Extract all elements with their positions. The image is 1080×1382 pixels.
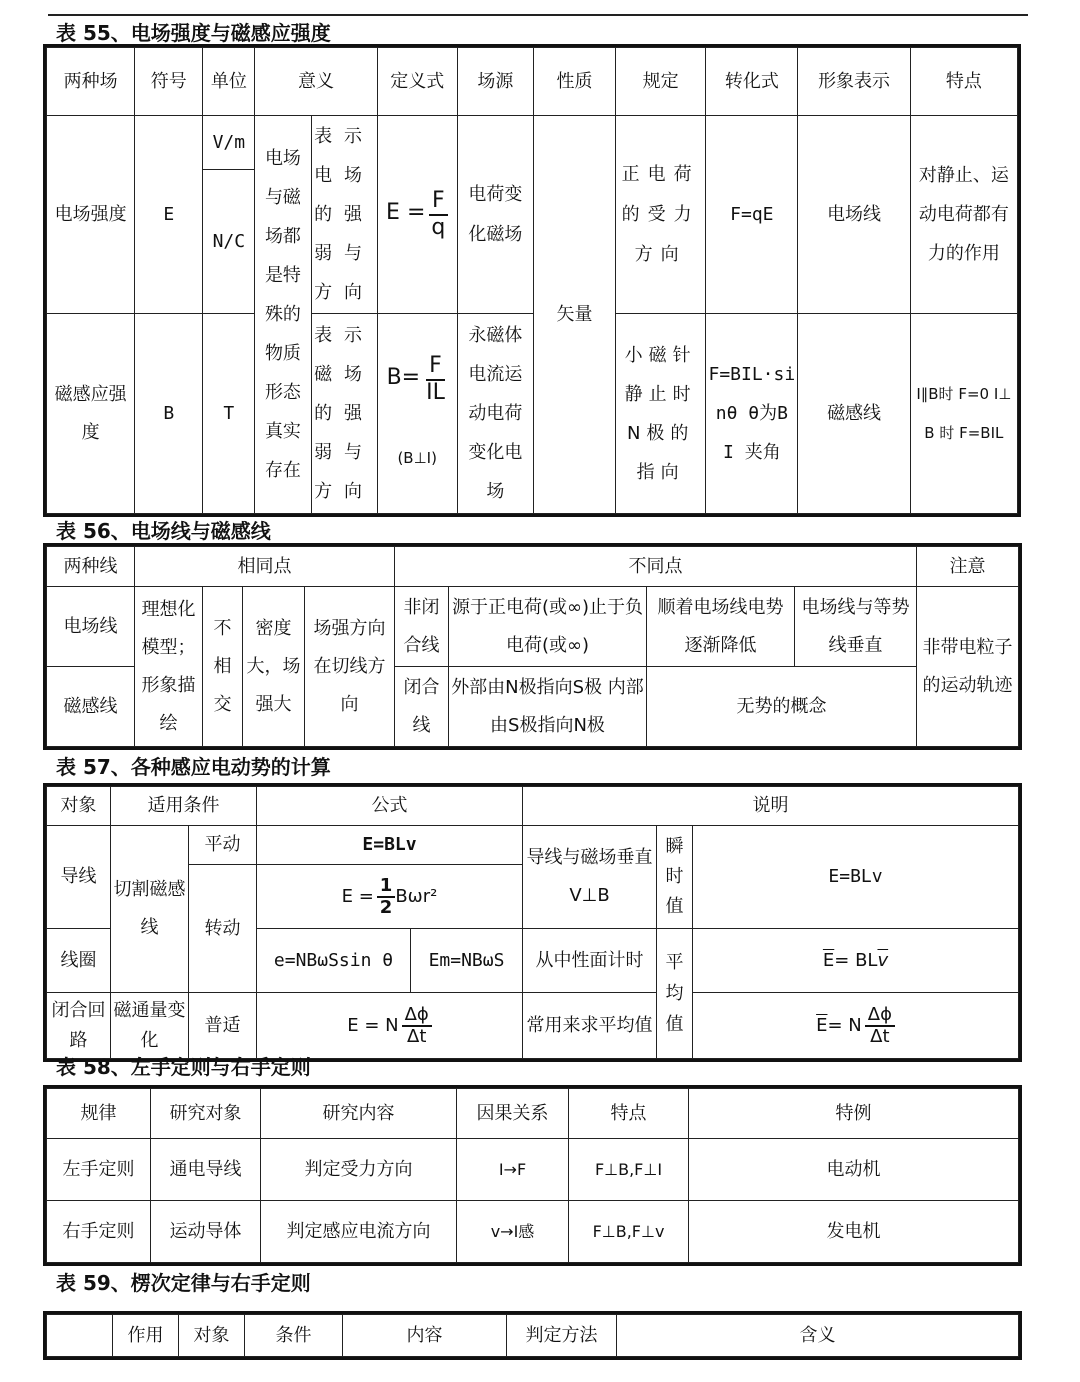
header-object: 对象 [47, 787, 111, 826]
table56 [46, 546, 1019, 747]
header-transform: 转化式 [706, 48, 798, 116]
b-def-condition: (B⊥I) [397, 448, 437, 467]
b-meaning: 表示磁场的强弱与方向 [311, 314, 377, 514]
header-field: 两种场 [47, 48, 135, 116]
header-symbol: 符号 [135, 48, 203, 116]
rotate-rhs: Bωr² [395, 885, 438, 907]
avg-v: $\overline{v}$ [877, 949, 889, 971]
e-unit-nc: N/C [203, 170, 255, 314]
e-image: 电场线 [798, 116, 910, 314]
b-name: 磁感应强度 [47, 314, 135, 514]
e-feature: 对静止、运动电荷都有力的作用 [910, 116, 1017, 314]
header-unit: 单位 [203, 48, 255, 116]
general-fraction [402, 1005, 432, 1047]
e-diff-equipotential: 电场线与等势线垂直 [795, 587, 917, 667]
b-def-fraction [423, 354, 448, 404]
b-diff-no-potential: 无势的概念 [647, 667, 917, 747]
e-symbol: E [135, 116, 203, 314]
e-name: 电场强度 [47, 116, 135, 314]
table56-title: 表 56、电场线与磁感线 [56, 519, 271, 543]
note-text: 非带电粒子的运动轨迹 [917, 587, 1019, 747]
table58-title: 表 58、左手定则与右手定则 [56, 1055, 311, 1079]
table-row [47, 1201, 1019, 1263]
average-formula-2 [693, 993, 1019, 1059]
object-right: 运动导体 [151, 1201, 261, 1263]
same-no-cross: 不相交 [203, 587, 243, 747]
e-diff-source: 源于正电荷(或∞)止于负电荷(或∞) [449, 587, 647, 667]
rotate-label: 转动 [189, 865, 257, 993]
content-right: 判定感应电流方向 [261, 1201, 457, 1263]
cause-right: v→I感 [457, 1201, 569, 1263]
header-cause: 因果关系 [457, 1089, 569, 1139]
e-transform: F=qE [706, 116, 798, 314]
example-left: 电动机 [689, 1139, 1019, 1201]
b-transform: F=BIL·sinθ θ为B I 夹角 [706, 314, 798, 514]
e-diff-potential: 顺着电场线电势逐渐降低 [647, 587, 795, 667]
cause-left: I→F [457, 1139, 569, 1201]
e-source: 电荷变化磁场 [457, 116, 533, 314]
formula-translate: E=BLv [257, 826, 523, 865]
general-num: Δϕ [402, 1005, 432, 1027]
b-feature: I∥B时 F=0 I⊥B 时 F=BIL [910, 314, 1017, 514]
e-def-num: F [429, 189, 448, 215]
same-model: 理想化模型；形象描绘 [135, 587, 203, 747]
meaning-common: 电场与磁场都是特殊的物质形态真实存在 [255, 116, 311, 514]
average-formula-1 [693, 929, 1019, 993]
rotate-den: 2 [379, 896, 393, 918]
b-source: 永磁体电流运动电荷变化电场 [457, 314, 533, 514]
law-right: 右手定则 [47, 1201, 151, 1263]
instant-label: 瞬时值 [657, 826, 693, 929]
header-same: 相同点 [135, 547, 395, 587]
table57 [46, 786, 1019, 1059]
formula-coil-instant: e=NBωSsin θ [257, 929, 411, 993]
instant-formula: E=BLv [693, 826, 1019, 929]
formula-rotate [257, 865, 523, 929]
object-left: 通电导线 [151, 1139, 261, 1201]
e-meaning: 表示电场的强弱与方向 [311, 116, 377, 314]
e-def-lhs: E = [386, 200, 426, 226]
avg2-e: $\overline{E}$ [816, 1014, 828, 1036]
law-left: 左手定则 [47, 1139, 151, 1201]
general-label: 普适 [189, 993, 257, 1059]
header-formula: 公式 [257, 787, 523, 826]
header-law: 规律 [47, 1089, 151, 1139]
e-def-fraction [428, 189, 448, 239]
same-density: 密度大，场强大 [243, 587, 305, 747]
header-meaning: 含义 [617, 1315, 1019, 1357]
avg2-mid: = N [827, 1014, 862, 1036]
header-diff: 不同点 [395, 547, 917, 587]
table58-header-row [47, 1089, 1019, 1139]
header-object: 对象 [179, 1315, 245, 1357]
header-definition: 定义式 [377, 48, 457, 116]
b-symbol: B [135, 314, 203, 514]
avg-e: $\overline{E}$ [822, 949, 835, 971]
b-rule: 小磁针静止时N极的指向 [616, 314, 706, 514]
row-e-line: 电场线 [47, 587, 135, 667]
header-blank [47, 1315, 113, 1357]
explain-perp: 导线与磁场垂直 V⊥B [523, 826, 657, 929]
e-diff-open: 非闭合线 [395, 587, 449, 667]
formula-coil-max: Em=NBωS [411, 929, 523, 993]
header-source: 场源 [457, 48, 533, 116]
table55-title: 表 55、电场强度与磁感应强度 [56, 21, 331, 45]
header-image: 形象表示 [798, 48, 910, 116]
header-method: 判定方法 [507, 1315, 617, 1357]
cond-cut: 切割磁感线 [111, 826, 189, 993]
avg2-num: Δϕ [865, 1005, 895, 1027]
obj-wire: 导线 [47, 826, 111, 929]
content-left: 判定受力方向 [261, 1139, 457, 1201]
b-definition [377, 314, 457, 514]
header-role: 作用 [113, 1315, 179, 1357]
average-label: 平均值 [657, 929, 693, 1059]
obj-loop: 闭合回路 [47, 993, 111, 1059]
table57-title: 表 57、各种感应电动势的计算 [56, 755, 331, 779]
header-condition: 适用条件 [111, 787, 257, 826]
table59-header-row [47, 1315, 1019, 1357]
table59-title: 表 59、楞次定律与右手定则 [56, 1271, 311, 1295]
e-rule: 正电荷的受力方向 [616, 116, 706, 314]
top-rule [48, 14, 1028, 16]
same-direction: 场强方向在切线方向 [305, 587, 395, 747]
rotate-lhs: E = [341, 885, 374, 907]
feature-left: F⊥B,F⊥I [569, 1139, 689, 1201]
e-unit-vm: V/m [203, 116, 255, 170]
translate-label: 平动 [189, 826, 257, 865]
avg2-den: Δt [870, 1025, 890, 1047]
rotate-num: 1 [377, 876, 396, 898]
header-explain: 说明 [523, 787, 1019, 826]
b-diff-path: 外部由N极指向S极 内部由S极指向N极 [449, 667, 647, 747]
table55-header-row [47, 48, 1018, 116]
b-def-lhs: B= [386, 365, 421, 391]
header-feature: 特点 [910, 48, 1017, 116]
avg2-fraction [865, 1005, 895, 1047]
header-feature: 特点 [569, 1089, 689, 1139]
header-rule: 规定 [616, 48, 706, 116]
b-def-num: F [426, 354, 445, 380]
header-object: 研究对象 [151, 1089, 261, 1139]
e-def-den: q [431, 214, 446, 240]
table58 [46, 1088, 1019, 1263]
header-note: 注意 [917, 547, 1019, 587]
row-b-line: 磁感线 [47, 667, 135, 747]
obj-coil: 线圈 [47, 929, 111, 993]
table55 [46, 47, 1018, 514]
nature-value: 矢量 [533, 116, 615, 514]
general-den: Δt [407, 1025, 427, 1047]
header-content: 研究内容 [261, 1089, 457, 1139]
avg-mid: = BL [834, 949, 878, 971]
explain-neutral: 从中性面计时 [523, 929, 657, 993]
cond-flux: 磁通量变化 [111, 993, 189, 1059]
b-image: 磁感线 [798, 314, 910, 514]
b-diff-closed: 闭合线 [395, 667, 449, 747]
header-meaning: 意义 [255, 48, 377, 116]
general-lhs: E = N [347, 1014, 399, 1036]
header-example: 特例 [689, 1089, 1019, 1139]
header-condition: 条件 [245, 1315, 343, 1357]
table-row [47, 1139, 1019, 1201]
rotate-fraction [377, 876, 396, 918]
b-def-den: IL [426, 379, 445, 405]
e-definition [377, 116, 457, 314]
header-line-type: 两种线 [47, 547, 135, 587]
explain-average: 常用来求平均值 [523, 993, 657, 1059]
header-nature: 性质 [533, 48, 615, 116]
b-unit: T [203, 314, 255, 514]
header-content: 内容 [343, 1315, 507, 1357]
formula-general [257, 993, 523, 1059]
example-right: 发电机 [689, 1201, 1019, 1263]
feature-right: F⊥B,F⊥v [569, 1201, 689, 1263]
table59 [46, 1314, 1019, 1357]
